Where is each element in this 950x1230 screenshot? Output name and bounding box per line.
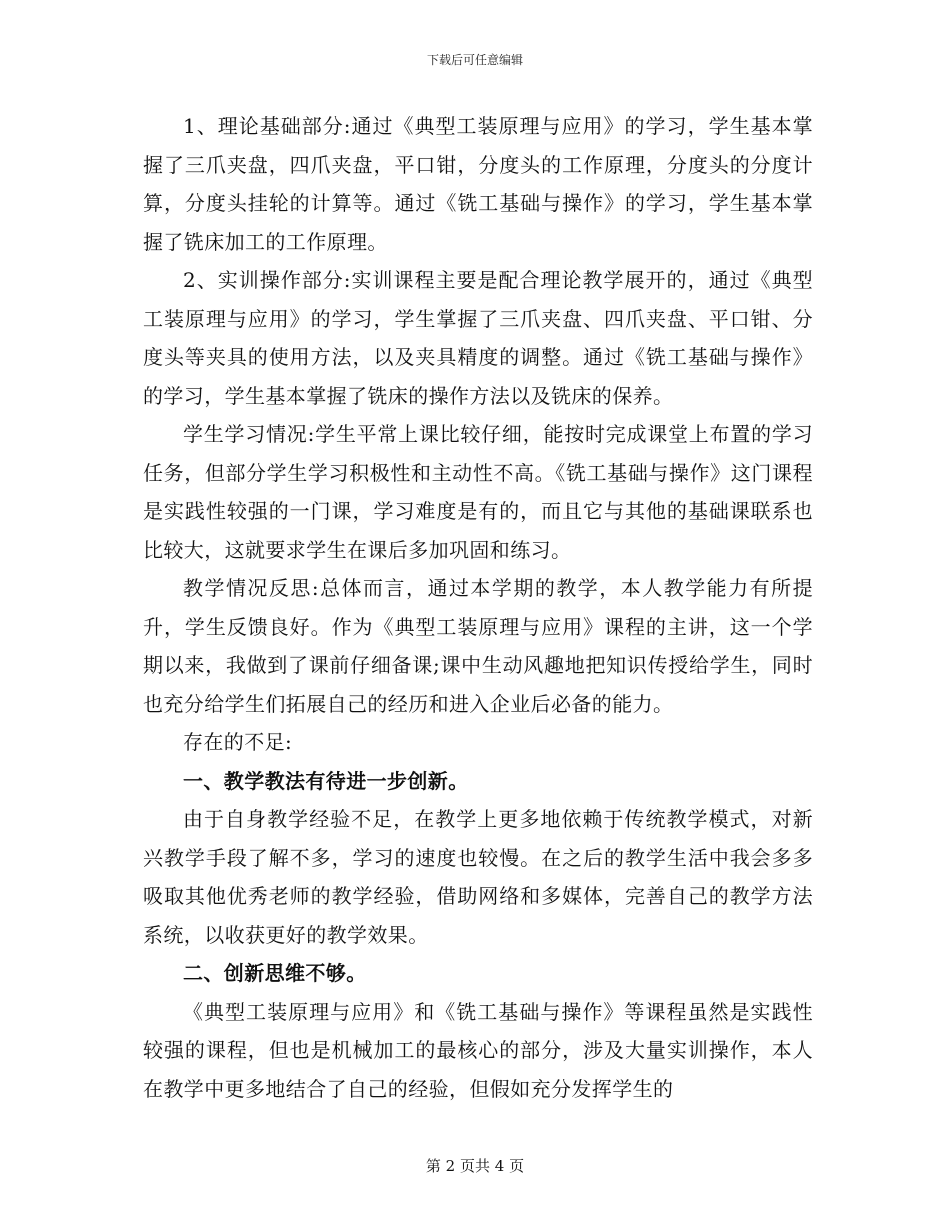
page-header: 下载后可任意编辑 [426,53,523,67]
paragraph-practical-training: 2、实训操作部分:实训课程主要是配合理论教学展开的，通过《典型工装原理与应用》的学习，学生掌握了三爪夹盘、四爪夹盘、平口钳、分度头等夹具的使用方法，以及夹具精度的调整。通过《铣工基础与操作》的学习，学生基本掌握了铣床的操作方法以及铣床的保养。 [143,268,813,408]
document-body [143,107,813,1108]
paragraph-student-learning: 学生学习情况:学生平常上课比较仔细，能按时完成课堂上布置的学习任务，但部分学生学习积极性和主动性不高。《铣工基础与操作》这门课程是实践性较强的一门课，学习难度是有的，而且它与其他的基础课联系也比较大，这就要求学生在课后多加巩固和练习。 [143,422,813,562]
paragraph-theory-basics: 1、理论基础部分:通过《典型工装原理与应用》的学习，学生基本掌握了三爪夹盘，四爪夹盘，平口钳，分度头的工作原理，分度头的分度计算，分度头挂轮的计算等。通过《铣工基础与操作》的学习，学生基本掌握了铣床加工的工作原理。 [143,114,813,254]
paragraph-teaching-methods: 由于自身教学经验不足，在教学上更多地依赖于传统教学模式，对新兴教学手段了解不多，学习的速度也较慢。在之后的教学生活中我会多多吸取其他优秀老师的教学经验，借助网络和多媒体，完善自己的教学方法系统，以收获更好的教学效果。 [143,807,813,947]
section-heading-teaching-methods: 一、教学教法有待进一步创新。 [183,768,469,793]
section-heading-innovation: 二、创新思维不够。 [183,961,367,985]
paragraph-teaching-reflection: 教学情况反思:总体而言，通过本学期的教学，本人教学能力有所提升，学生反馈良好。作为《典型工装原理与应用》课程的主讲，这一个学期以来，我做到了课前仔细备课;课中生动风趣地把知识传授给学生，同时也充分给学生们拓展自己的经历和进入企业后必备的能力。 [143,576,813,716]
paragraph-innovation: 《典型工装原理与应用》和《铣工基础与操作》等课程虽然是实践性较强的课程，但也是机械加工的最核心的部分，涉及大量实训操作，本人在教学中更多地结合了自己的经验，但假如充分发挥学生的 [143,999,813,1101]
paragraph-shortcomings-intro: 存在的不足: [183,730,293,754]
page-footer: 第 2 页共 4 页 [425,1157,525,1175]
